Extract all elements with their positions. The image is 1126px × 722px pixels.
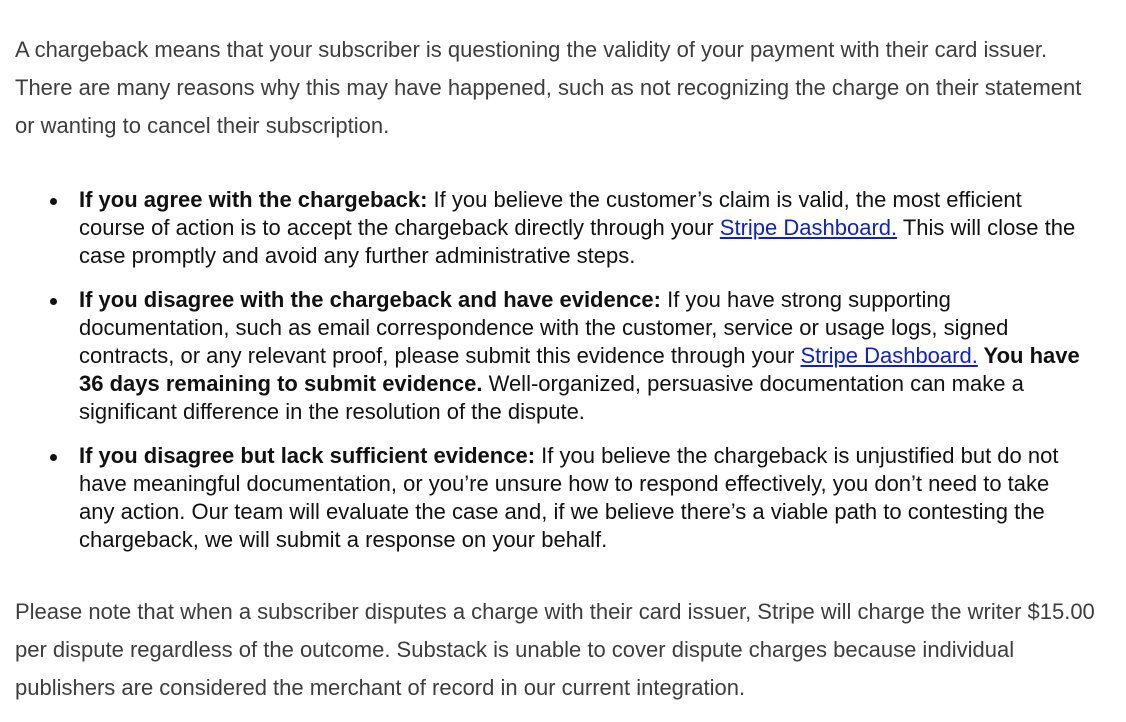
intro-paragraph: A chargeback means that your subscriber is questioning the validity of your payment with their card issuer. There are many reasons why this may have happened, such as not recognizing the charge on their statement or wanting to cancel their subscription. [15,37,1082,138]
option-text: If you have strong supporting documentation, such as email correspondence with the customer, service or usage logs, signed contracts, or any relevant proof, please submit this evidence through your [79,287,1009,368]
option-text: This will close the case promptly and avoid any further administrative steps. [79,215,1076,268]
stripe-dashboard-link[interactable]: Stripe Dashboard. [800,343,978,368]
bullet-dot [50,298,57,305]
stripe-dashboard-link[interactable]: Stripe Dashboard. [719,215,898,240]
response-options-list [0,186,1126,554]
option-agree [0,186,1126,270]
option-heading: If you agree with the chargeback: [79,187,428,212]
option-text: If you believe the chargeback is unjustified but do not have meaningful documentation, or you’re unsure how to respond effectively, you don’t need to take any action. Our team will evaluate the case and, if we believe there’s a viable path to contesting the chargeback, we will submit a response on your behalf. [79,443,1059,552]
option-disagree-with-evidence [0,286,1126,426]
option-text: Well-organized, persuasive documentation can make a significant difference in the resolution of the dispute. [79,371,1024,424]
dispute-fee-note: Please note that when a subscriber disputes a charge with their card issuer, Stripe will charge the writer $15.00 per dispute regardless of the outcome. Substack is unable to cover dispute charges because individual publishers are considered the merchant of record in our current integration. [15,599,1095,700]
bullet-dot [50,454,57,461]
option-heading: If you disagree but lack sufficient evidence: [79,443,536,468]
bullet-dot [50,198,57,205]
option-text: If you believe the customer’s claim is valid, the most efficient course of action is to accept the chargeback directly through your [79,187,1022,240]
option-heading: If you disagree with the chargeback and have evidence: [79,287,661,312]
evidence-deadline: You have 36 days remaining to submit evidence. [79,343,1080,396]
option-disagree-without-evidence [0,442,1126,554]
